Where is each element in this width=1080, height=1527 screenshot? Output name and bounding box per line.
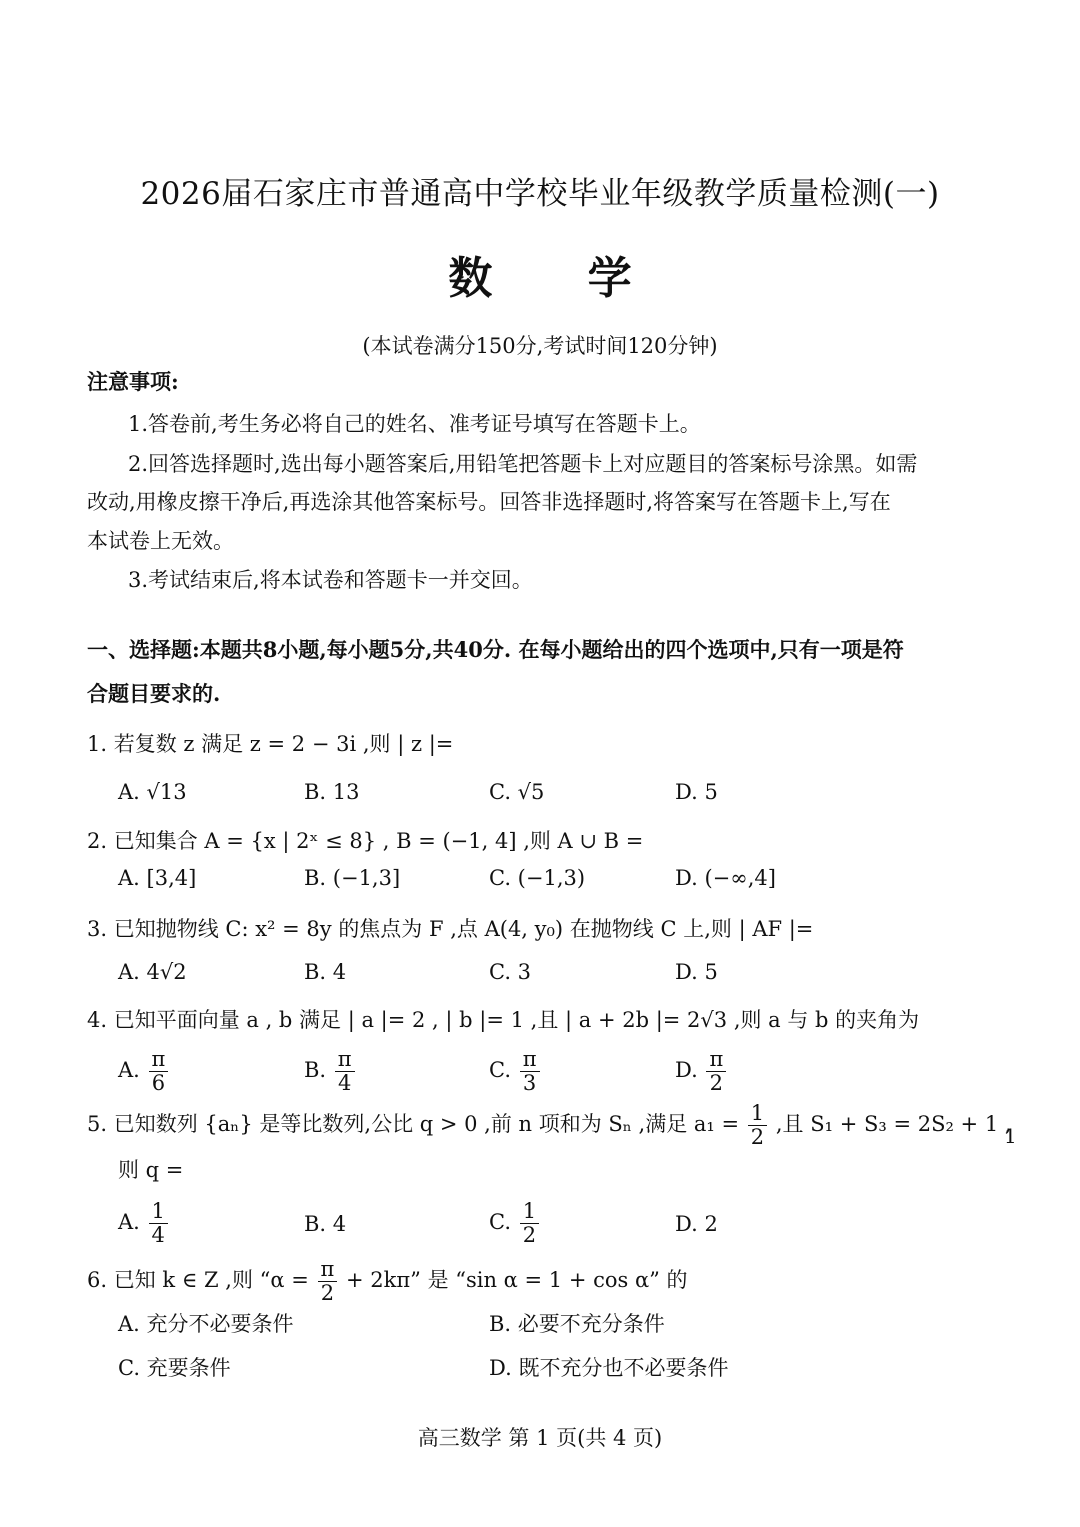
question-5-stem-part-2: ,且 S₁ + S₃ = 2S₂ + 1 , (775, 1112, 1012, 1137)
option-letter: D. (675, 1058, 698, 1083)
question-5-stem (87, 1102, 1012, 1149)
fraction (149, 1200, 168, 1247)
note-item-3: 3.考试结束后,将本试卷和答题卡一并交回。 (128, 568, 533, 592)
question-5-option-b: B. 4 (304, 1212, 347, 1236)
question-5-option-a (118, 1200, 170, 1247)
question-3-option-b: B. 4 (304, 960, 347, 984)
section-1-line-1: 一、选择题:本题共8小题,每小题5分,共40分. 在每小题给出的四个选项中,只有一项是符 (87, 637, 904, 662)
denominator: 2 (522, 1223, 537, 1248)
question-4-stem: 4. 已知平面向量 a , b 满足 | a |= 2 , | b |= 1 ,且 | a + 2b |= 2√3 ,则 a 与 b 的夹角为 (87, 1008, 920, 1032)
question-1-stem: 1. 若复数 z 满足 z = 2 − 3i ,则 | z |= (87, 732, 454, 756)
fraction (748, 1102, 767, 1149)
option-letter: A. (118, 1210, 140, 1235)
question-5-stem-line-2: 则 q = (118, 1158, 184, 1182)
question-1-option-b: B. 13 (304, 780, 360, 804)
fraction (706, 1048, 726, 1095)
option-letter: C. (489, 1210, 511, 1235)
question-6-option-b: B. 必要不充分条件 (489, 1312, 665, 1336)
question-4-option-b (304, 1048, 357, 1095)
question-4-option-a (118, 1048, 170, 1095)
page-footer: 高三数学 第 1 页(共 4 页) (417, 1426, 663, 1450)
numerator: π (335, 1048, 355, 1072)
question-5-option-c (489, 1200, 541, 1247)
side-page-number: 1 (1004, 1124, 1017, 1148)
option-letter: A. (118, 1058, 140, 1083)
question-3-option-d: D. 5 (675, 960, 718, 984)
question-5-stem-part-1: 5. 已知数列 {aₙ} 是等比数列,公比 q > 0 ,前 n 项和为 Sₙ ,满足 a₁ = (87, 1112, 740, 1137)
denominator: 3 (522, 1071, 537, 1096)
question-4-option-c (489, 1048, 542, 1095)
fraction (335, 1048, 355, 1095)
fraction (318, 1258, 338, 1305)
question-2-option-a: A. [3,4] (118, 866, 197, 890)
numerator: π (149, 1048, 169, 1072)
fraction (149, 1048, 169, 1095)
question-2-option-d: D. (−∞,4] (675, 866, 776, 890)
denominator: 2 (750, 1125, 765, 1150)
subject-title: 数 学 (448, 253, 672, 304)
denominator: 4 (151, 1223, 165, 1248)
numerator: π (520, 1048, 540, 1072)
numerator: 1 (520, 1200, 539, 1224)
question-1-option-a: A. √13 (118, 780, 187, 804)
denominator: 4 (338, 1071, 352, 1096)
exam-title: 2026届石家庄市普通高中学校毕业年级教学质量检测(一) (140, 176, 940, 212)
question-1-option-c: C. √5 (489, 780, 545, 804)
note-item-2-line-2: 改动,用橡皮擦干净后,再选涂其他答案标号。回答非选择题时,将答案写在答题卡上,写在 (87, 490, 891, 514)
question-6-option-c: C. 充要条件 (118, 1356, 231, 1380)
question-3-option-a: A. 4√2 (118, 960, 187, 984)
question-5-option-d: D. 2 (675, 1212, 718, 1236)
question-6-stem (87, 1258, 688, 1305)
question-6-stem-part-1: 6. 已知 k ∈ Z ,则 “α = (87, 1268, 309, 1293)
denominator: 2 (320, 1281, 335, 1306)
fraction (520, 1200, 539, 1247)
question-3-option-c: C. 3 (489, 960, 532, 984)
option-letter: C. (489, 1058, 511, 1083)
question-4-option-d (675, 1048, 728, 1095)
question-6-stem-part-2: + 2kπ” 是 “sin α = 1 + cos α” 的 (346, 1268, 688, 1293)
denominator: 6 (151, 1071, 166, 1096)
section-1-line-2: 合题目要求的. (87, 681, 221, 706)
note-item-2-line-1: 2.回答选择题时,选出每小题答案后,用铅笔把答题卡上对应题目的答案标号涂黑。如需 (128, 452, 918, 476)
numerator: 1 (149, 1200, 168, 1224)
note-item-1: 1.答卷前,考生务必将自己的姓名、准考证号填写在答题卡上。 (128, 412, 701, 436)
numerator: π (318, 1258, 338, 1282)
note-item-2-line-3: 本试卷上无效。 (87, 529, 234, 553)
numerator: π (706, 1048, 726, 1072)
question-2-stem: 2. 已知集合 A = {x | 2ˣ ≤ 8} , B = (−1, 4] ,则 A ∪ B = (87, 829, 644, 853)
full-mark-note: (本试卷满分150分,考试时间120分钟) (362, 334, 718, 358)
question-3-stem: 3. 已知抛物线 C: x² = 8y 的焦点为 F ,点 A(4, y₀) 在抛物线 C 上,则 | AF |= (87, 917, 814, 941)
numerator: 1 (748, 1102, 767, 1126)
question-6-option-a: A. 充分不必要条件 (118, 1312, 294, 1336)
question-6-option-d: D. 既不充分也不必要条件 (489, 1356, 729, 1380)
question-2-option-c: C. (−1,3) (489, 866, 586, 890)
question-2-option-b: B. (−1,3] (304, 866, 401, 890)
denominator: 2 (709, 1071, 724, 1096)
section-1-heading (87, 628, 987, 716)
fraction (520, 1048, 540, 1095)
question-1-option-d: D. 5 (675, 780, 718, 804)
option-letter: B. (304, 1058, 327, 1083)
notes-heading: 注意事项: (87, 369, 179, 394)
